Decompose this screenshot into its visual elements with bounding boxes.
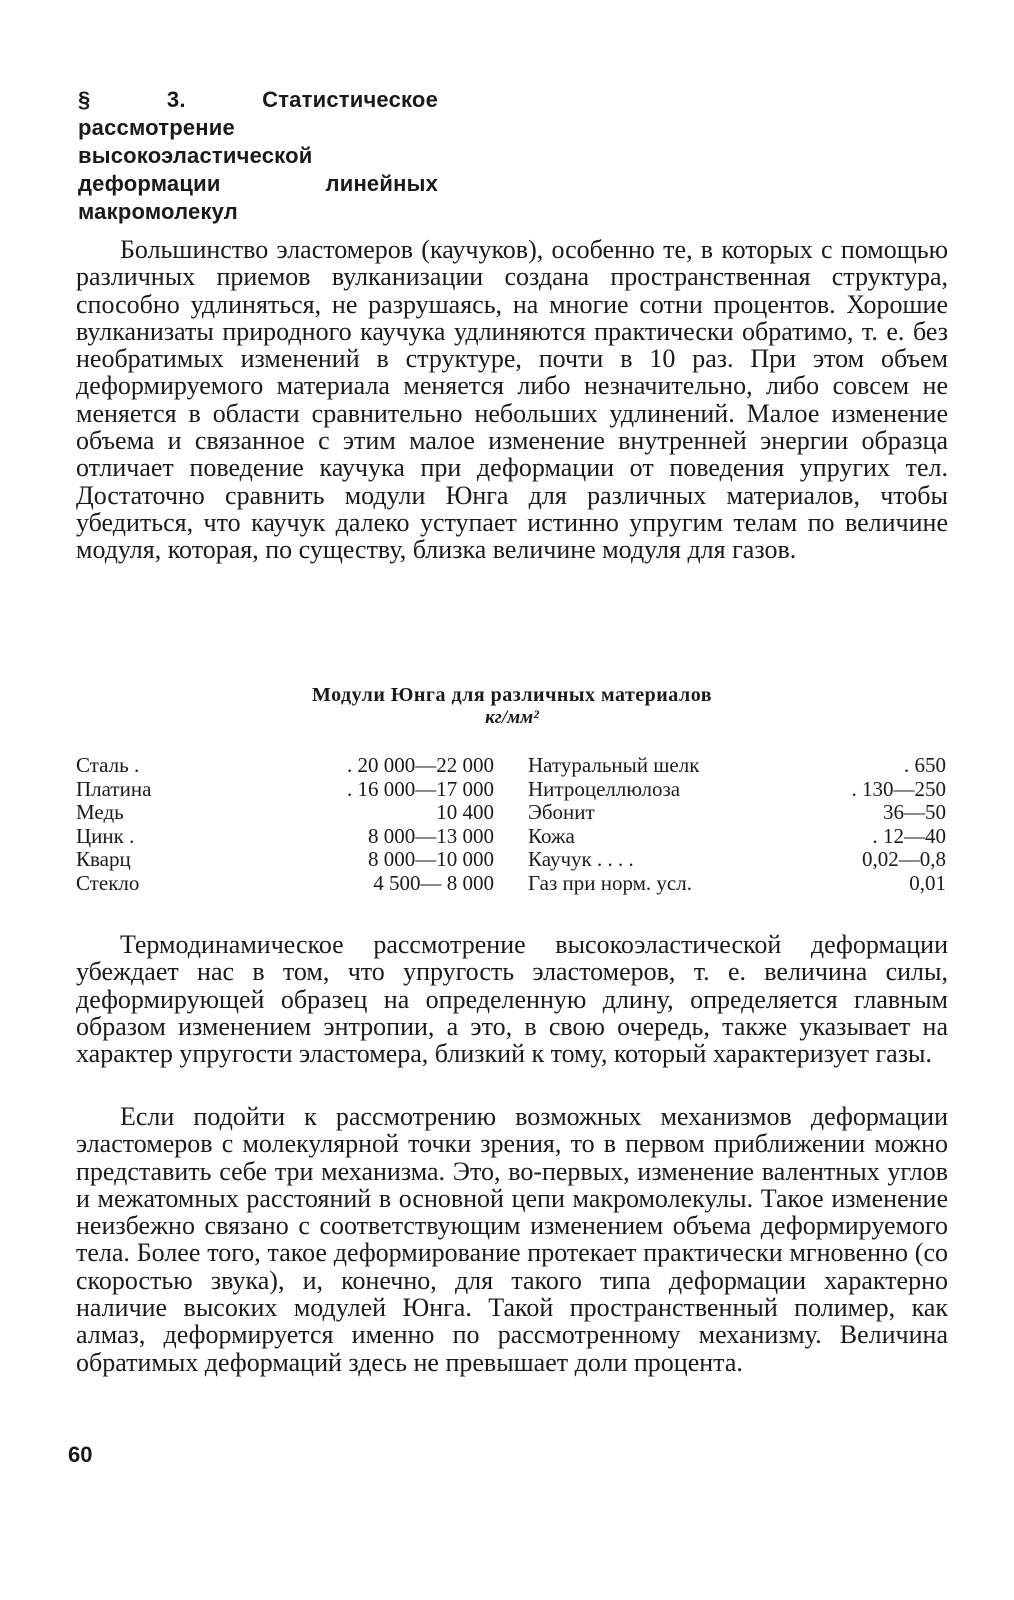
table-row [76, 778, 948, 802]
table-unit: кг/мм² [485, 707, 539, 728]
material-value: 8 000—10 000 [368, 847, 494, 871]
material-name: Газ при норм. усл. [528, 870, 692, 895]
material-value: . 650 [904, 753, 946, 777]
material-value: . 16 000—17 000 [347, 776, 494, 801]
material-value: 8 000—13 000 [368, 823, 494, 848]
paragraph-mechanisms: Если подойти к рассмотрению возможных механизмов деформации эластомеров с молекулярной точки зрения, то в первом приближении можно представить себе три механизма. Это, во-первых, изменение валентных углов и межатомных расстояний в основной цепи макромолекулы. Такое изменение неизбежно связано с соответствующим изменением объема деформируемого тела. Более того, такое деформирование протекает практически мгновенно (со скоростью звука), и, конечно, для такого типа деформации характерно наличие высоких модулей Юнга. Такой пространственный полимер, как алмаз, деформируется именно по рассмотренному механизму. Величина обратимых деформаций здесь не превышает доли процента. [76, 1102, 948, 1377]
table-row [76, 872, 948, 896]
material-value: 10 400 [436, 800, 494, 824]
material-name: Натуральный шелк [528, 753, 700, 777]
material-value: . 12—40 [872, 823, 946, 848]
material-name: Эбонит [528, 800, 595, 824]
material-name: Цинк . [76, 823, 135, 848]
material-value: 4 500— 8 000 [373, 870, 494, 895]
material-name: Стекло [76, 870, 140, 895]
material-name: Сталь . [76, 753, 140, 777]
material-name: Кварц [76, 847, 131, 871]
table-row [76, 801, 948, 825]
section-heading: § 3. Статистическое рассмотрение высокоэластической деформации линейных макромолекул [78, 87, 438, 224]
material-value: . 130—250 [851, 776, 946, 801]
material-value: 0,01 [909, 870, 946, 895]
table-row [76, 825, 948, 849]
material-name: Кожа [528, 823, 575, 848]
youngs-modulus-table [76, 754, 948, 895]
page-number: 60 [68, 1442, 93, 1467]
paragraph-intro: Большинство эластомеров (каучуков), особенно те, в которых с помощью различных приемов вулканизации создана пространственная структура, способно удлиняться, не разрушаясь, на многие сотни процентов. Хорошие вулканизаты природного каучука удлиняются практически обратимо, т. е. без необратимых изменений в структуре, почти в 10 раз. При этом объем деформируемого материала меняется либо незначительно, либо совсем не меняется в области сравнительно небольших удлинений. Малое изменение объема и связанное с этим малое изменение внутренней энергии образца отличает поведение каучука при деформации от поведения упругих тел. Достаточно сравнить модули Юнга для различных материалов, чтобы убедиться, что каучук далеко уступает истинно упругим телам по величине модуля, которая, по существу, близка величине модуля для газов. [76, 235, 948, 565]
material-name: Нитроцеллюлоза [528, 776, 681, 801]
material-name: Медь [76, 800, 124, 824]
material-value: 36—50 [883, 800, 946, 824]
table-row [76, 754, 948, 778]
table-row [76, 848, 948, 872]
paragraph-thermodynamic: Термодинамическое рассмотрение высокоэластической деформации убеждает нас в том, что упругость эластомеров, т. е. величина силы, деформирующей образец на определенную длину, определяется главным образом изменением энтропии, а это, в свою очередь, также указывает на характер упругости эластомера, близкий к тому, который характеризует газы. [76, 930, 948, 1069]
table-title: Модули Юнга для различных материалов [311, 684, 713, 706]
material-value: 0,02—0,8 [862, 847, 946, 871]
material-value: . 20 000—22 000 [347, 753, 494, 777]
material-name: Каучук . . . . [528, 847, 634, 871]
material-name: Платина [76, 776, 152, 801]
